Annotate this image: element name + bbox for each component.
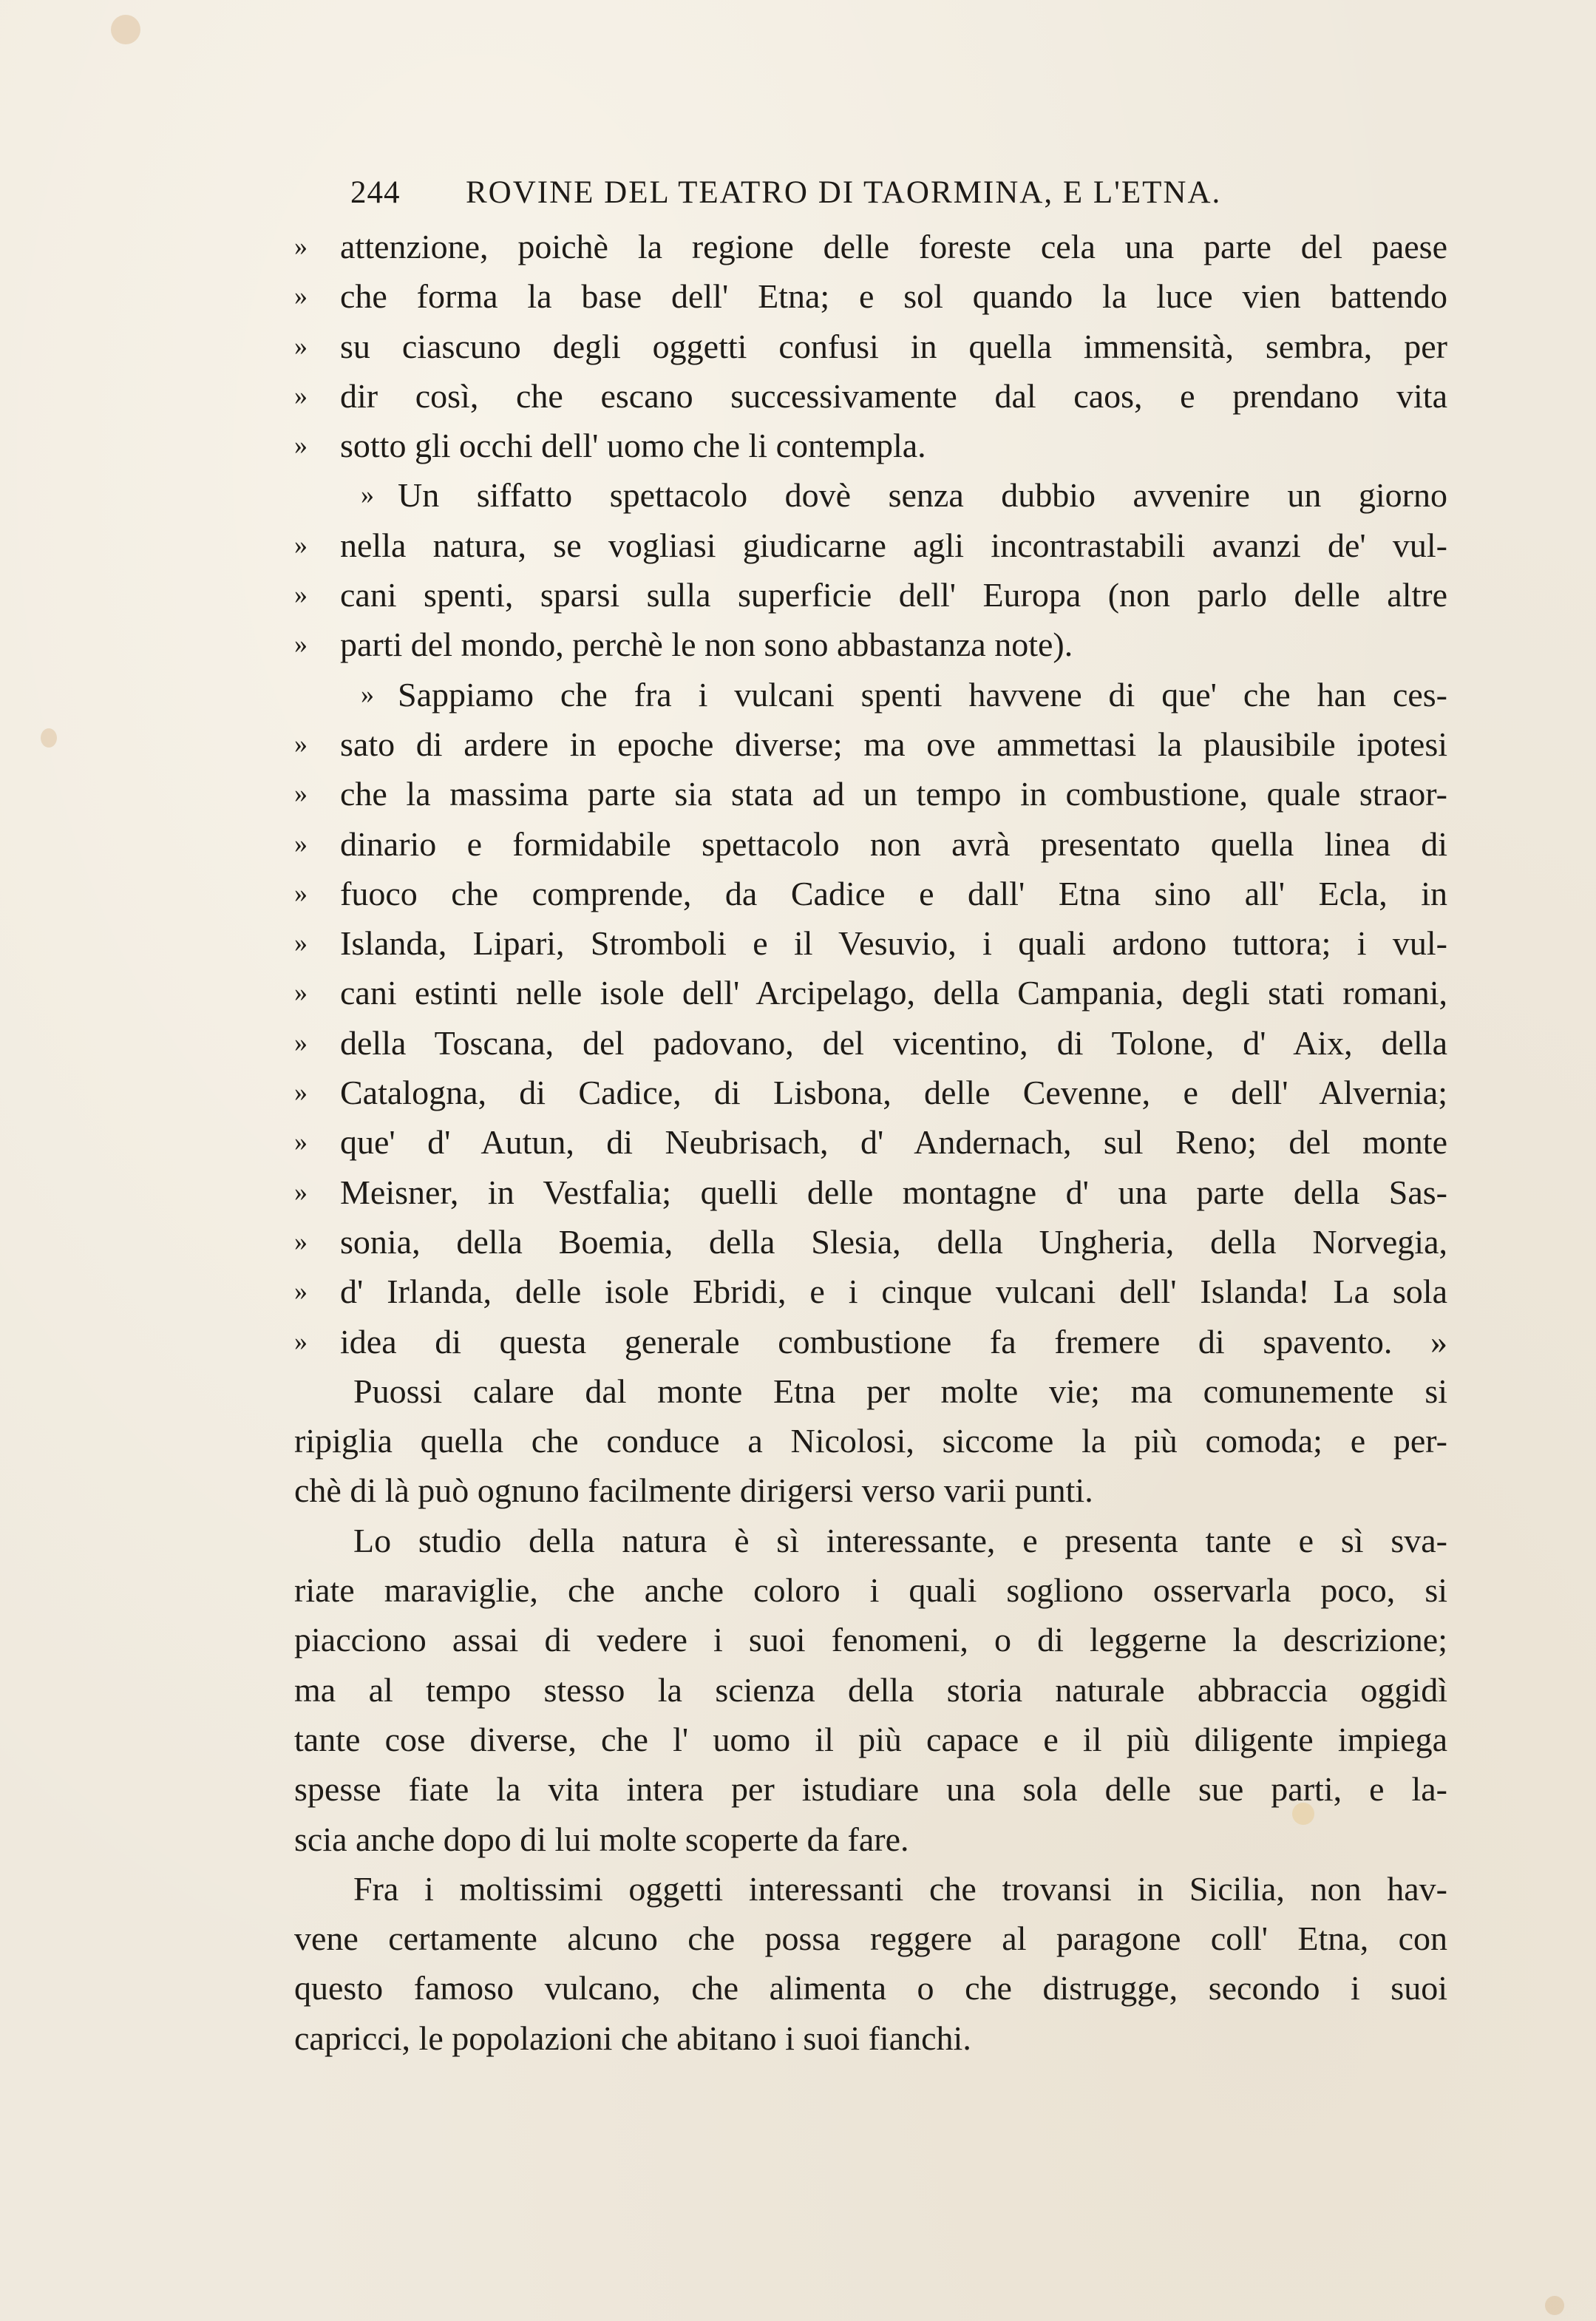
line-text: questo famoso vulcano, che alimenta o che distrugge, secondo i suoi [294,1969,1447,2007]
text-line [294,371,1447,421]
text-line [294,1565,1447,1615]
text-line [294,1516,1447,1565]
quote-mark: » [294,1127,308,1157]
text-line [294,1615,1447,1664]
text-line [294,1217,1447,1267]
quote-mark: » [294,231,308,261]
text-line [294,769,1447,819]
quote-mark: » [294,430,308,461]
line-text: sotto gli occhi dell' uomo che li contempla. [340,427,926,465]
line-text: Lo studio della natura è sì interessante, e presenta tante e sì sva- [353,1521,1447,1559]
line-text: que' d' Autun, di Neubrisach, d' Andernach, sul Reno; del monte [340,1123,1447,1162]
line-text: piacciono assai di vedere i suoi fenomeni, o di leggerne la descrizione; [294,1621,1447,1659]
quote-mark: » [294,331,308,361]
line-text: sonia, della Boemia, della Slesia, della Ungheria, della Norvegia, [340,1222,1447,1261]
text-line [294,620,1447,669]
quote-mark: » [294,1226,308,1256]
paper-stain [41,728,57,748]
line-text: Meisner, in Vestfalia; quelli delle montagne d' una parte della Sas- [340,1173,1447,1211]
line-text: Fra i moltissimi oggetti interessanti che trovansi in Sicilia, non hav- [353,1869,1447,1908]
line-text: idea di questa generale combustione fa fremere di spavento. » [340,1322,1447,1361]
text-line [294,670,1447,719]
line-text: Puossi calare dal monte Etna per molte vie; ma comunemente si [353,1372,1447,1410]
text-line [294,1963,1447,2013]
text-line [294,968,1447,1017]
line-text: vene certamente alcuno che possa reggere al paragone coll' Etna, con [294,1920,1447,1958]
text-line [294,2013,1447,2063]
paper-stain [1545,2296,1564,2315]
text-line [294,521,1447,570]
quote-mark: » [294,529,308,560]
text-line [294,570,1447,620]
quote-mark: » [294,779,308,809]
text-line [294,1764,1447,1814]
line-text: Islanda, Lipari, Stromboli e il Vesuvio, i quali ardono tuttora; i vul- [340,924,1447,963]
page-number: 244 [350,175,401,210]
text-line [294,1366,1447,1416]
text-line [294,1815,1447,1864]
running-header [350,175,1282,219]
line-text: della Toscana, del padovano, del vicentino, di Tolone, d' Aix, della [340,1023,1447,1062]
text-line [294,322,1447,371]
line-text: Catalogna, di Cadice, di Lisbona, delle Cevenne, e dell' Alvernia; [340,1074,1447,1112]
line-text: ripiglia quella che conduce a Nicolosi, siccome la più comoda; e per- [294,1422,1447,1460]
line-text: sato di ardere in epoche diverse; ma ove ammettasi la plausibile ipotesi [340,725,1447,763]
text-line [294,1018,1447,1068]
text-line [294,1267,1447,1316]
text-line [294,719,1447,769]
quote-mark: » [294,1027,308,1057]
line-text: spesse fiate la vita intera per istudiare una sola delle sue parti, e la- [294,1770,1447,1809]
quote-mark: » [294,1077,308,1108]
line-text: attenzione, poichè la regione delle foreste cela una parte del paese [340,228,1447,265]
line-text: chè di là può ognuno facilmente dirigersi verso varii punti. [294,1471,1093,1510]
line-text: dinario e formidabile spettacolo non avrà presentato quella linea di [340,824,1447,863]
line-text: parti del mondo, perchè le non sono abbastanza note). [340,626,1073,664]
text-line [294,918,1447,968]
line-text: che forma la base dell' Etna; e sol quando la luce vien battendo [340,277,1447,316]
running-title: ROVINE DEL TEATRO DI TAORMINA, E L'ETNA. [466,175,1222,210]
line-text: nella natura, se vogliasi giudicarne agli incontrastabili avanzi de' vul- [340,526,1447,564]
line-text: dir così, che escano successivamente dal caos, e prendano vita [340,376,1447,415]
line-text: fuoco che comprende, da Cadice e dall' Etna sino all' Ecla, in [340,874,1447,912]
line-text: Un siffatto spettacolo dovè senza dubbio avvenire un giorno [398,476,1447,515]
text-line [294,1317,1447,1366]
text-line [294,1068,1447,1117]
text-line [294,1416,1447,1466]
line-text: d' Irlanda, delle isole Ebridi, e i cinque vulcani dell' Islanda! La sola [340,1273,1447,1311]
text-line [294,1665,1447,1715]
line-text: riate maraviglie, che anche coloro i quali sogliono osservarla poco, si [294,1571,1447,1610]
quote-mark: » [294,281,308,311]
quote-mark: » [294,1326,308,1356]
body-text [294,222,1447,2063]
text-line [294,869,1447,918]
quote-mark: » [294,1176,308,1207]
quote-mark: » [294,380,308,410]
line-text: cani estinti nelle isole dell' Arcipelago, della Campania, degli stati romani, [340,974,1447,1012]
text-line [294,1466,1447,1515]
quote-mark: » [294,1276,308,1307]
text-line [294,470,1447,520]
text-line [294,1715,1447,1764]
line-text: capricci, le popolazioni che abitano i suoi fianchi. [294,2019,971,2057]
text-line [294,421,1447,470]
text-line [294,271,1447,321]
text-line [294,222,1447,271]
quote-mark: » [361,679,374,709]
text-line [294,1117,1447,1167]
line-text: scia anche dopo di lui molte scoperte da fare. [294,1820,909,1858]
quote-mark: » [294,580,308,610]
quote-mark: » [294,928,308,958]
paper-stain [111,15,140,44]
text-line [294,1914,1447,1963]
line-text: Sappiamo che fra i vulcani spenti havvene di que' che han ces- [398,675,1447,714]
text-line [294,1168,1447,1217]
text-line [294,1864,1447,1914]
quote-mark: » [294,878,308,908]
quote-mark: » [294,977,308,1008]
line-text: su ciascuno degli oggetti confusi in quella immensità, sembra, per [340,327,1447,365]
quote-mark: » [294,828,308,858]
line-text: cani spenti, sparsi sulla superficie dell' Europa (non parlo delle altre [340,576,1447,614]
line-text: tante cose diverse, che l' uomo il più capace e il più diligente impiega [294,1720,1447,1758]
quote-mark: » [294,629,308,660]
text-line [294,819,1447,869]
quote-mark: » [361,480,374,510]
quote-mark: » [294,728,308,759]
line-text: che la massima parte sia stata ad un tempo in combustione, quale straor- [340,775,1447,813]
line-text: ma al tempo stesso la scienza della storia naturale abbraccia oggidì [294,1670,1447,1709]
